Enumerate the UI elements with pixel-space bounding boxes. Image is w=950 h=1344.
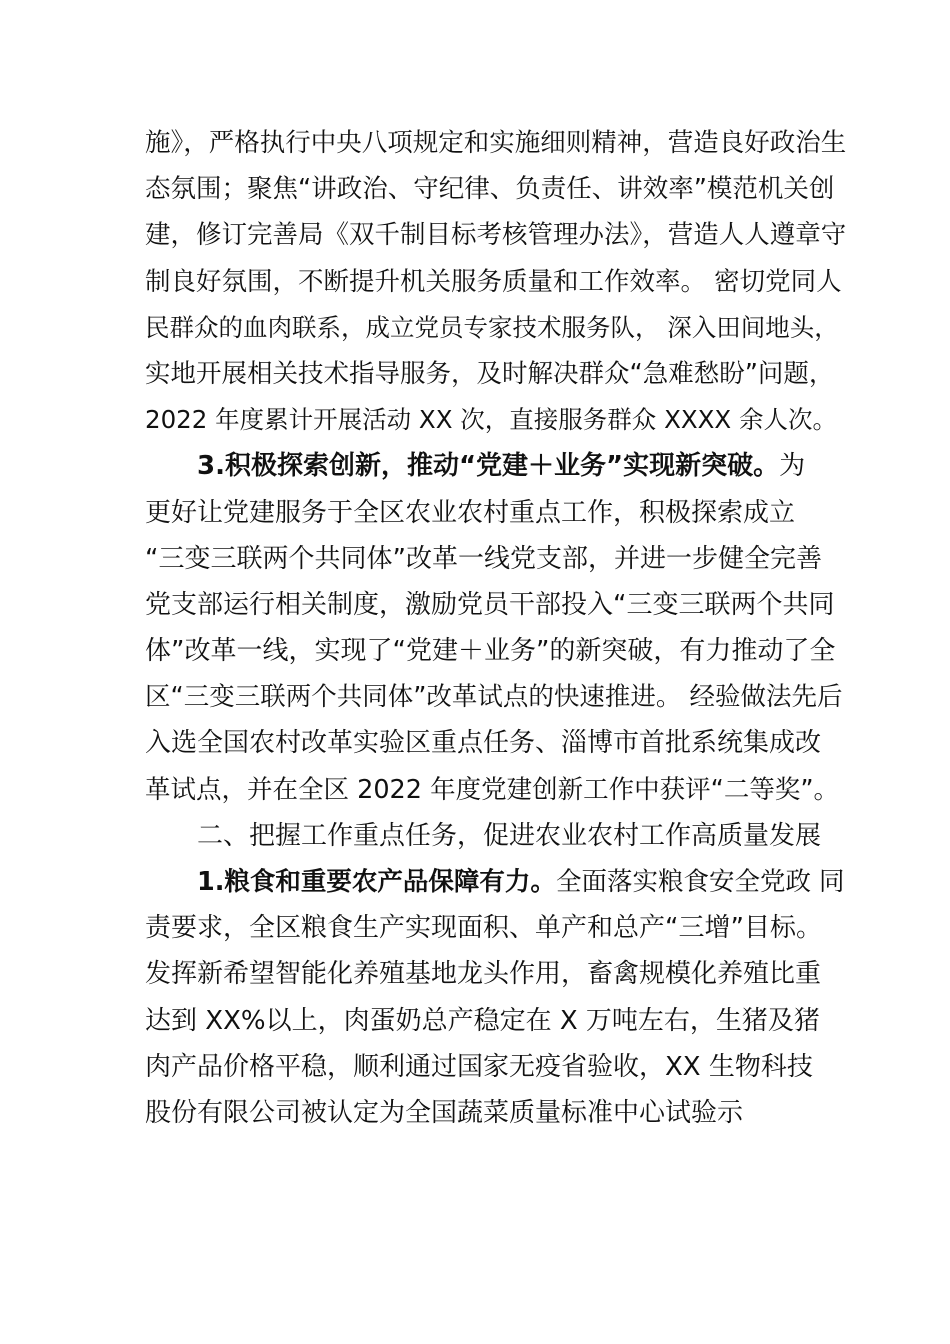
text-line: 实地开展相关技术指导服务，及时解决群众“急难愁盼”问题，: [145, 358, 835, 389]
text-line: 更好让党建服务于全区农业农村重点工作，积极探索成立: [145, 497, 796, 528]
text-line: 达到 XX%以上，肉蛋奶总产稳定在 X 万吨左右，生猪及猪: [145, 1005, 820, 1036]
subsection-heading-line: [145, 859, 845, 905]
text-line: 股份有限公司被认定为全国蔬菜质量标准中心试验示: [145, 1097, 744, 1128]
text-line: 党支部运行相关制度，激励党员干部投入“三变三联两个共同: [145, 589, 835, 620]
text-line: 入选全国农村改革实验区重点任务、淄博市首批系统集成改: [145, 728, 822, 759]
text-line: 2022 年度累计开展活动 XX 次，直接服务群众 XXXX 余人次。: [145, 405, 837, 435]
text-line: 建，修订完善局《双千制目标考核管理办法》，营造人人遵章守: [145, 220, 847, 251]
subsection-heading: 1.粮食和重要农产品保障有力。: [197, 867, 556, 897]
text-line: “三变三联两个共同体”改革一线党支部，并进一步健全完善: [145, 543, 822, 574]
text-line: 肉产品价格平稳，顺利通过国家无疫省验收，XX 生物科技: [145, 1051, 813, 1082]
text-line: 区“三变三联两个共同体”改革试点的快速推进。 经验做法先后: [145, 682, 843, 713]
body-text: [145, 120, 845, 1136]
paragraph-start-text: 为: [779, 451, 806, 482]
text-line: 制良好氛围，不断提升机关服务质量和工作效率。 密切党同人: [145, 266, 842, 297]
text-line: 民群众的血肉联系，成立党员专家技术服务队， 深入田间地头，: [145, 312, 839, 342]
text-line: 施》，严格执行中央八项规定和实施细则精神，营造良好政治生: [145, 128, 847, 158]
subsection-heading: 3.积极探索创新，推动“党建＋业务”实现新突破。: [197, 451, 780, 482]
text-line: 责要求，全区粮食生产实现面积、单产和总产“三增”目标。: [145, 913, 822, 944]
text-line: 发挥新希望智能化养殖基地龙头作用，畜禽规模化养殖比重: [145, 959, 822, 990]
text-line: 体”改革一线，实现了“党建＋业务”的新突破，有力推动了全: [145, 636, 836, 667]
subsection-heading-line: [145, 443, 845, 489]
text-line: 革试点，并在全区 2022 年度党建创新工作中获评“二等奖”。: [145, 774, 840, 805]
text-line: 态氛围；聚焦“讲政治、守纪律、负责任、讲效率”模范机关创: [145, 174, 835, 205]
section-heading: 二、把握工作重点任务，促进农业农村工作高质量发展: [197, 820, 822, 851]
paragraph-start-text: 全面落实粮食安全党政 同: [555, 867, 845, 897]
